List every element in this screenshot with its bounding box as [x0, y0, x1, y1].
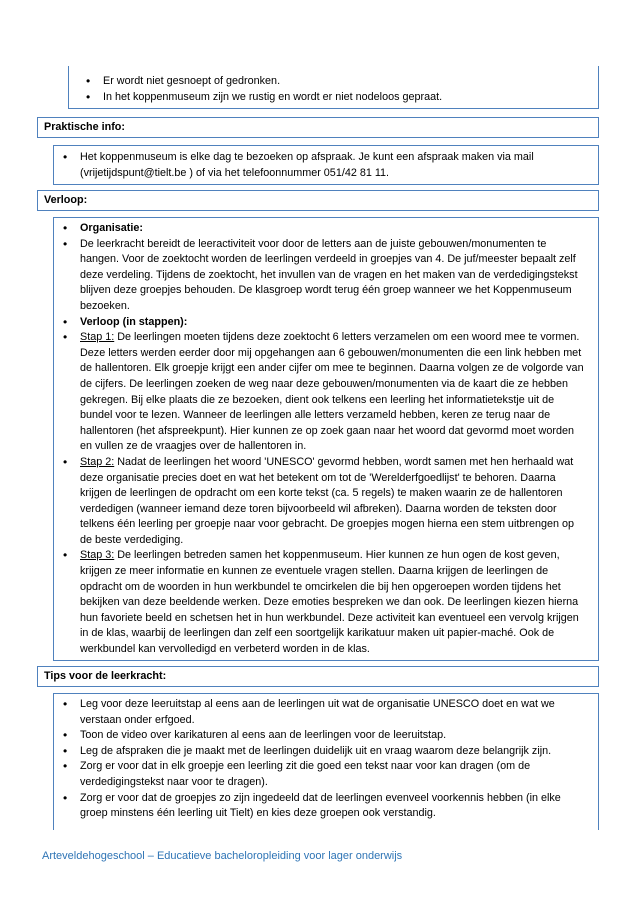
list-item: • Zorg er voor dat de groepjes zo zijn ingedeeld dat de leerlingen evenveel voorkennis hebben (in elke groep minstens één leerling uit Tielt) en kies deze groepen ook verstandig.: [60, 791, 588, 822]
stap-3-text: De leerlingen betreden samen het koppenmuseum. Hier kunnen ze hun ogen de kost geven, krijgen ze meer informatie en kunnen ze eventuele vragen stellen. Daarna krijgen de leerlingen de opdracht om de woorden in hun werkbundel te omcirkelen die bij hen opgeroepen worden tijdens het bekijken van deze beeldende werken. Deze emoties bespreken we dan ook. De leerlingen kiezen hierna hun favoriete beeld en schetsen het in hun werkbundel. Deze activiteit kan eventueel een vervolg krijgen in de klas, waarbij de leerlingen dan zelf een soortgelijk karikatuur maken uit papier-maché. Ook de werkbundel kan vervolledigd en verbeterd worden in de klas.: [80, 549, 579, 656]
section-header-tips: [37, 666, 599, 687]
verloop-list: [60, 221, 588, 658]
rules-box: [68, 66, 599, 109]
list-item: • Leg de afspraken die je maakt met de leerlingen duidelijk uit en vraag waarom deze belangrijk zijn.: [60, 744, 588, 760]
praktische-info-list: [60, 150, 588, 181]
section-title: Praktische info:: [44, 121, 125, 133]
stap-2-text: Nadat de leerlingen het woord 'UNESCO' gevormd hebben, wordt samen met hen herhaald wat deze organisatie precies doet en wat het betekent om tot de 'Werelderfgoedlijst' te behoren. Daarna krijgen de leerlingen de opdracht om een korte tekst (ca. 5 regels) te maken waarin ze de hallentoren verdedigen (wanneer iemand deze toren bijvoorbeeld wil afbreken). Daarna worden de teksten door telkens één leerling per groepje naar voor gebracht. De groepjes mogen hierna een stem uitbrengen op de beste verdediging.: [80, 455, 574, 546]
list-item: • Er wordt niet gesnoept of gedronken.: [83, 74, 598, 90]
rules-list: [83, 74, 598, 105]
section-header-verloop: [37, 190, 599, 211]
stap-3-label: Stap 3:: [80, 549, 115, 562]
list-item: • Toon de video over karikaturen al eens aan de leerlingen voor de leeruitstap.: [60, 728, 588, 744]
stap-1: [60, 330, 588, 455]
organisatie-text: • De leerkracht bereidt de leeractiviteit voor door de letters aan de juiste gebouwen/monumenten te hangen. Voor de zoektocht worden de leerlingen verdeeld in groepjes van 4. De juf/meester bepaalt zelf deze verdeling. Tijdens de zoektocht, het invullen van de vragen en het maken van de verdedigingstekst blijven deze groepjes behouden. De klasgroep wordt terug één groep wanneer we het Koppenmuseum bezoeken.: [60, 237, 588, 315]
list-item: • Zorg er voor dat in elk groepje een leerling zit die goed een tekst naar voor kan dragen (om de verdedigingstekst naar voor te dragen).: [60, 759, 588, 790]
stap-3: [60, 548, 588, 657]
organisatie-heading: • Organisatie:: [60, 221, 588, 237]
stap-1-label: Stap 1:: [80, 331, 115, 344]
verloop-box: [53, 217, 599, 661]
section-header-praktische-info: [37, 117, 599, 138]
section-title: Verloop:: [44, 194, 88, 206]
stap-2-label: Stap 2:: [80, 455, 115, 468]
list-item: • In het koppenmuseum zijn we rustig en wordt er niet nodeloos gepraat.: [83, 90, 598, 106]
tips-list: [60, 697, 588, 822]
stappen-heading: • Verloop (in stappen):: [60, 315, 588, 331]
section-title: Tips voor de leerkracht:: [44, 670, 167, 682]
list-item: • Het koppenmuseum is elke dag te bezoeken op afspraak. Je kunt een afspraak maken via mail (vrijetijdspunt@tielt.be ) of via het telefoonnummer 051/42 81 11.: [60, 150, 588, 181]
page-footer: Arteveldehogeschool – Educatieve bacheloropleiding voor lager onderwijs: [42, 850, 403, 862]
stap-1-text: De leerlingen moeten tijdens deze zoektocht 6 letters verzamelen om een woord mee te vormen. Deze letters werden eerder door mij opgehangen aan 6 gebouwen/monumenten die een link hebben met de hallentoren. Elk groepje krijgt een ander cijfer om mee te beginnen. Daarna volgen ze de volgorde van de cijfers. De leerlingen zoeken de weg naar deze gebouwen/monumenten via de kaart die ze hebben gekregen. Bij elke plaats die ze bezoeken, dient ook telkens een leerling het informatietekstje uit de bundel voor te lezen. Wanneer de leerlingen alle letters verzameld hebben, keren ze terug naar de hallentoren (het afspreekpunt). Hier kunnen ze op zoek gaan naar het woord dat gevormd moet worden en vullen ze de vraagjes over de hallentoren in.: [80, 331, 584, 453]
tips-box: [53, 693, 599, 830]
stap-2: [60, 455, 588, 549]
praktische-info-box: [53, 145, 599, 185]
list-item: • Leg voor deze leeruitstap al eens aan de leerlingen uit wat de organisatie UNESCO doet en wat we verstaan onder erfgoed.: [60, 697, 588, 728]
